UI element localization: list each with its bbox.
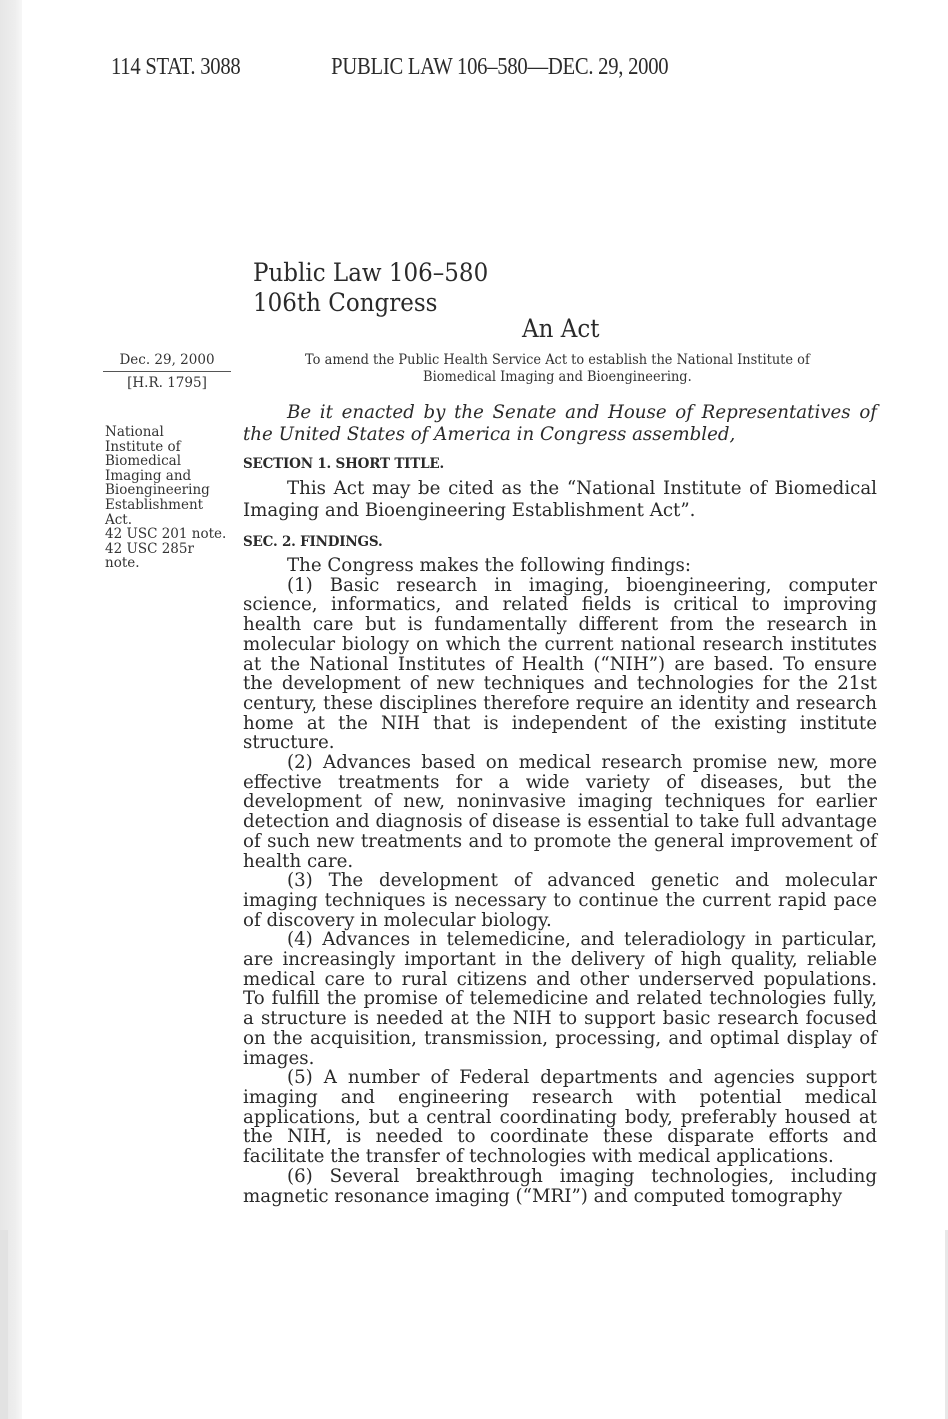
congress-number: 106th Congress: [253, 288, 438, 317]
purpose-line-2: Biomedical Imaging and Bioengineering.: [423, 369, 692, 385]
side-note-line: 42 USC 201 note.: [105, 526, 227, 543]
finding-1: (1) Basic research in imaging, bioengineering, computer science, informatics, and related fields is critical to improving health care but is fundamentally different from the research in molecular biology on which the current national research institutes at the National Institutes of Health (“NIH”) are based. To ensure the development of new techniques and technologies for the 21st century, these disciplines therefore require an identity and research home at the NIH that is independent of the existing institute structure.: [243, 574, 877, 754]
act-heading: An Act: [522, 314, 600, 343]
finding-2: (2) Advances based on medical research promise new, more effective treatments for a wide variety of diseases, but the development of new, noninvasive imaging techniques for earlier detection and diagnosis of disease is essential to take full advantage of such new treatments and to promote the general improvement of health care.: [243, 752, 877, 872]
act-body: [243, 402, 877, 1206]
side-note-line: Imaging and: [105, 467, 192, 484]
side-note-line: National: [105, 424, 164, 440]
finding-3: (3) The development of advanced genetic and molecular imaging techniques is necessary to continue the current rapid pace of discovery in molecular biology.: [243, 870, 877, 931]
side-note-line: Biomedical: [105, 453, 182, 470]
finding-5: (5) A number of Federal departments and agencies support imaging and engineering research with potential medical applications, but a central coordinating body, preferably housed at the NIH, is needed to coordinate these disparate efforts and facilitate the transfer of technologies with medical applications.: [243, 1067, 877, 1168]
section-2-heading: SEC. 2. FINDINGS.: [243, 534, 383, 550]
public-law-number: Public Law 106–580: [253, 258, 489, 287]
running-header: [111, 54, 713, 81]
side-note-line: note.: [105, 555, 140, 572]
statute-citation: 114 STAT. 3088: [111, 54, 241, 80]
margin-date-box: [103, 352, 231, 391]
scan-edge-left-lower: [0, 1230, 8, 1419]
side-note-line: Act.: [105, 511, 133, 528]
side-note-line: Establishment: [105, 496, 204, 513]
section-1-text: This Act may be cited as the “National Institute of Biomedical Imaging and Bioengineering Establishment Act”.: [243, 478, 877, 521]
section-1-heading: SECTION 1. SHORT TITLE.: [243, 456, 445, 472]
finding-6: (6) Several breakthrough imaging technologies, including magnetic resonance imaging (“MRI”) and computed tomography: [243, 1165, 877, 1207]
side-note-line: Bioengineering: [105, 482, 210, 499]
finding-4: (4) Advances in telemedicine, and teleradiology in particular, are increasingly important in the delivery of high quality, reliable medical care to rural citizens and other underserved populations. To fulfill the promise of telemedicine and related technologies fully, a structure is needed at the NIH to support basic research focused on the acquisition, transmission, processing, and optimal display of images.: [243, 929, 877, 1069]
title-block: [253, 258, 488, 318]
enactment-date: Dec. 29, 2000: [103, 352, 231, 372]
side-notes: [105, 425, 245, 571]
law-citation: PUBLIC LAW 106–580—DEC. 29, 2000: [331, 54, 669, 80]
side-note-line: 42 USC 285r: [105, 540, 194, 557]
findings-intro: The Congress makes the following findings:: [287, 555, 691, 576]
enacting-clause: Be it enacted by the Senate and House of Representatives of the United States of America in Congress assembled,: [243, 402, 877, 445]
bill-number: [H.R. 1795]: [127, 375, 207, 391]
purpose-line-1: To amend the Public Health Service Act to establish the National Institute of: [305, 352, 810, 368]
act-purpose: [255, 352, 860, 386]
side-note-line: Institute of: [105, 438, 181, 455]
scan-edge-left: [0, 0, 22, 1419]
